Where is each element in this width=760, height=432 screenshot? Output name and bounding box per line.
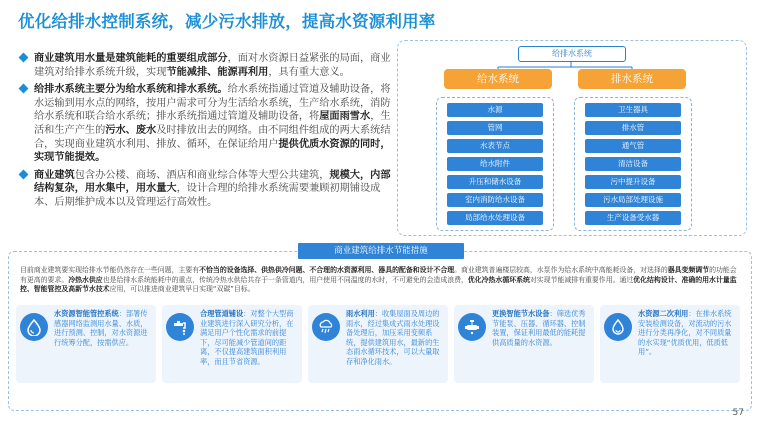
recycle-water-icon [604, 313, 632, 341]
measures-highlight: 优化冷热水循环系统 [467, 275, 530, 284]
drainage-item: 卫生器具 [585, 103, 681, 117]
bullet-item [20, 52, 392, 79]
page-title: 优化给排水控制系统，减少污水排放，提高水资源利用率 [18, 12, 436, 31]
measures-text: 目前商业建筑要实现给排水节能仍然存在一些问题，主要有 [20, 266, 200, 274]
bullet-text: 包含办公楼、商场、酒店和商业综合体等大型公共建筑， [74, 169, 330, 181]
measures-title: 商业建筑给排水节能措施 [298, 243, 464, 259]
drainage-system-node: 排水系统 [578, 69, 686, 89]
measures-paragraph [20, 266, 742, 295]
drainage-item: 通气管 [585, 139, 681, 153]
page-number: 57 [732, 408, 744, 418]
bullet-item [20, 169, 392, 210]
measure-card [162, 305, 302, 383]
bullet-text: ，设计合理的给排水系统需要兼顾初期铺设成本、后期维护成本以及管理运行高效性。 [34, 183, 381, 208]
measure-card-title: 水资源二次利用 [638, 309, 689, 318]
measure-card-text [346, 309, 442, 367]
supply-item: 管网 [447, 121, 543, 135]
supply-item: 升压和储水设备 [447, 175, 543, 189]
bullet-bold: 提供优质水资源的同时，实现节能提效。 [34, 138, 391, 164]
diagram-root-node: 给排水系统 [518, 46, 626, 62]
bullet-text: ，具有重大意义。 [268, 66, 350, 78]
bullet-text: 给水系统指通过管道及辅助设备，将水运输到用水点的网络，按用户需求可分为生活给水系统，生产给水系统，消防给水系统和联合给水系统；排水系统指通过管道及辅助设备，将 [34, 84, 391, 123]
supply-items-column [436, 97, 554, 231]
measure-card-text [492, 309, 588, 347]
bullet-text: 及时排放出去的网络。由不同组件组成的两大系统结合，实现商业建筑水利用、排放、循环，在保证给用户 [34, 124, 391, 150]
valve-icon [458, 313, 486, 341]
rain-cloud-icon [312, 313, 340, 341]
intro-bullets [20, 52, 392, 214]
diamond-icon [19, 169, 29, 179]
measure-card [16, 305, 156, 383]
measure-card-desc: ：收集屋面及周边的雨水，经过集成式雨水处理设备处理后，加压采用变频系统，提供建筑用水，最新的生态雨水循环技术，可以大量取存和净化雨水。 [346, 309, 440, 366]
drainage-item: 生产设备受水器 [585, 211, 681, 225]
measure-card [454, 305, 594, 383]
measure-card-title: 合理管道铺设 [200, 309, 244, 318]
measure-card-desc: ：在排水系统安装检测设备，对流动的污水进行分类再净化，对不同质量的水实现“优质优用，低质低用”。 [638, 309, 732, 357]
bullet-bold: 污水、废水 [105, 124, 157, 136]
measure-card-text [200, 309, 296, 367]
supply-item: 水表节点 [447, 139, 543, 153]
measures-highlight: 冷热水供应 [68, 275, 103, 284]
measure-card-desc: ：筛选优秀节能泵、压器、循环器、控制装置，保证利用最低的能耗提供高质量的水资源。 [492, 309, 586, 347]
supply-system-node: 给水系统 [444, 69, 552, 89]
water-drop-icon [20, 313, 48, 341]
measures-text: 。商业建筑普遍楼层较高，水泵作为给水系统中高能耗设备，对选择的 [454, 266, 668, 274]
measure-card-desc: ：对整个大型商业建筑进行深入研究分析，在满足用户个性化需求的前提下，尽可能减少管道间的距离，不仅提高建筑面积利用率，而且节省资源。 [200, 309, 294, 366]
measure-card-title: 雨水利用 [346, 309, 375, 318]
drainage-item: 排水管 [585, 121, 681, 135]
supply-item: 给水附件 [447, 157, 543, 171]
measure-card-desc: ：部署传感器网络监测用水量、水质，进行预测、控制，对水资源进行统筹分配，按需供应。 [54, 309, 148, 347]
measures-highlight: 优化结构设计、准确的用水计量监控、智能管控及高新节水技术 [20, 275, 737, 294]
measure-card [308, 305, 448, 383]
measure-card-text [54, 309, 150, 347]
bullet-item [20, 83, 392, 165]
drainage-items-column [574, 97, 692, 231]
supply-item: 室内消防给水设备 [447, 193, 543, 207]
bullet-bold: 商业建筑 [34, 169, 75, 181]
measure-card [600, 305, 740, 383]
bullet-text: ，生活和生产产生的 [34, 111, 391, 136]
measure-card-title: 更换智能节水设备 [492, 309, 550, 318]
drainage-item: 污水局部处理设施 [585, 193, 681, 207]
measure-card-title: 水资源智能管控系统 [54, 309, 119, 318]
bullet-bold: 屋面雨雪水 [319, 111, 371, 123]
bullet-bold: 节能减排、能源再利用 [166, 66, 269, 78]
system-diagram [397, 40, 747, 236]
bullet-bold: 给排水系统主要分为给水系统和排水系统。 [34, 84, 228, 96]
bullet-text: ，面对水资源日益紧张的局面，商业建筑对给排水系统升级，实现 [34, 53, 391, 78]
drainage-item: 清洁设备 [585, 157, 681, 171]
diamond-icon [19, 53, 29, 63]
bullet-bold: 商业建筑用水量是建筑能耗的重要组成部分 [34, 53, 228, 64]
measures-text: 对实现节能减排有重要作用。通过 [529, 275, 634, 284]
bullet-bold: 规模大，内部结构复杂，用水集中，用水量大 [34, 169, 391, 195]
measures-text: 也是给排水系统能耗中的重点，传统冷热水供给共存于一条管道内，用户使用不同温度的水时，不可避免的会造成浪费， [102, 275, 468, 284]
measures-text: 应用，可以推进商业建筑早日实现“双碳”目标。 [109, 285, 255, 294]
measures-text: 的功能会有更高的要求。 [20, 266, 737, 284]
measures-highlight: 器具变频调节 [667, 266, 710, 274]
measures-highlight: 不恰当的设备选择、供热供冷问题、不合理的水资源利用、器具的配备和设计不合理 [199, 266, 455, 274]
supply-item: 水源 [447, 103, 543, 117]
faucet-icon [166, 313, 194, 341]
measure-card-text [638, 309, 734, 357]
diamond-icon [19, 84, 29, 94]
supply-item: 局部给水处理设备 [447, 211, 543, 225]
drainage-item: 污中提升设备 [585, 175, 681, 189]
